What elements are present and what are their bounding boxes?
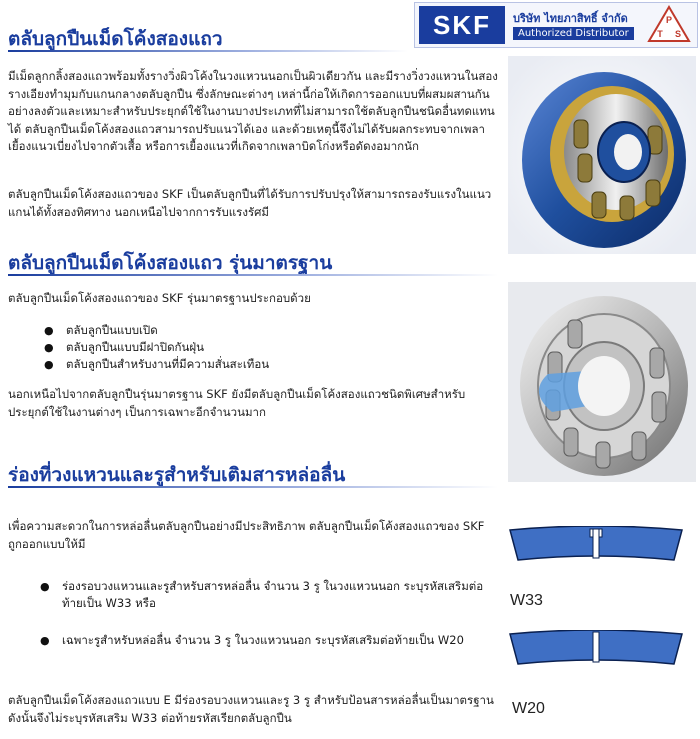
section2-intro: ตลับลูกปืนเม็ดโค้งสองแถวของ SKF รุ่นมาตรฐานประกอบด้วย	[8, 291, 311, 305]
section3-outro: ตลับลูกปืนเม็ดโค้งสองแถวแบบ E มีร่องรอบวงแหวนและรู 3 รู สำหรับป้อนสารหล่อลื่นเป็นมาตรฐาน ดังนั้นจึงไม่ระบุรหัสเสริม W33 ต่อท้ายรหัสเรียกตลับลูกปืน	[8, 693, 494, 725]
list-item: ● ตลับลูกปืนแบบเปิด	[44, 322, 484, 339]
list-item: ● ตลับลูกปืนสำหรับงานที่มีความสั่นสะเทือน	[44, 356, 484, 373]
ring-diagram-w20	[508, 630, 684, 670]
distributor-role: Authorized Distributor	[513, 27, 634, 40]
section1-rule	[8, 50, 408, 52]
label-w20: W20	[512, 700, 545, 717]
section1-paragraph-2: ตลับลูกปืนเม็ดโค้งสองแถวของ SKF เป็นตลับลูกปืนที่ได้รับการปรับปรุงให้สามารถรองรับแรงในแนวแกนได้ทั้งสองทิศทาง นอกเหนือไปจากการรับแรงรัศมี	[8, 187, 492, 219]
section2-bullet-list	[44, 322, 484, 373]
pts-badge-icon	[647, 5, 691, 45]
list-item: ● ตลับลูกปืนแบบมีฝาปิดกันฝุ่น	[44, 339, 484, 356]
section1-paragraph-1: มีเม็ดลูกกลิ้งสองแถวพร้อมทั้งรางวิ่งผิวโค้งในวงแหวนนอกเป็นผิวเดียวกัน และมีรางวิ่งวงแหวนในสองรางเอียงทำมุมกับแกนกลางตลับลูกปืน ซึ่งลักษณะต่างๆ เหล่านี้ก่อให้เกิดการออกแบบที่ผสมผสานกันอย่างลงตัวและเหมาะสำหรับประยุกต์ใช้ในงานบางประเภทที่ไม่สามารถใช้ตลับลูกปืนชนิดอื่นทดแทนได้ ตลับลูกปืนเม็ดโค้งสองแถวสามารถปรับแนวได้เอง และด้วยเหตุนี้จึงไม่ได้รับผลกระทบจากเพลาเยื้องแนวเบี่ยงไปจากตัวเสื้อ หรือการเยื้องแนวที่เกิดจากเพลาบิดโก่งหรือดัดงอมากนัก	[8, 69, 498, 153]
bearing-image-blue	[508, 56, 696, 254]
bearing-image-steel	[508, 282, 696, 482]
distributor-logo	[414, 2, 698, 48]
skf-logo: SKF	[419, 6, 505, 44]
section3-rule	[8, 486, 498, 488]
section1-title: ตลับลูกปืนเม็ดโค้งสองแถว	[8, 28, 223, 50]
label-w33: W33	[510, 592, 543, 609]
badge-letter-p: P	[665, 15, 673, 25]
section3-bullet-1	[40, 578, 492, 612]
section2-outro: นอกเหนือไปจากตลับลูกปืนรุ่นมาตรฐาน SKF ยังมีตลับลูกปืนเม็ดโค้งสองแถวชนิดพิเศษสำหรับประยุกต์ใช้ในงานต่างๆ เป็นการเฉพาะอีกจำนวนมาก	[8, 387, 466, 419]
badge-letter-t: T	[657, 29, 663, 39]
list-item: ● เฉพาะรูสำหรับหล่อลื่น จำนวน 3 รู ในวงแหวนนอก ระบุรหัสเสริมต่อท้ายเป็น W20	[40, 632, 492, 649]
section3-title: ร่องที่วงแหวนและรูสำหรับเติมสารหล่อลื่น	[8, 464, 346, 486]
section2-rule	[8, 274, 498, 276]
list-item: ● ร่องรอบวงแหวนและรูสำหรับสารหล่อลื่น จำนวน 3 รู ในวงแหวนนอก ระบุรหัสเสริมต่อท้ายเป็น W33 หรือ	[40, 578, 492, 612]
section2-title: ตลับลูกปืนเม็ดโค้งสองแถว รุ่นมาตรฐาน	[8, 252, 333, 274]
ring-diagram-w33	[508, 526, 684, 566]
section3-intro: เพื่อความสะดวกในการหล่อลื่นตลับลูกปืนอย่างมีประสิทธิภาพ ตลับลูกปืนเม็ดโค้งสองแถวของ SKF ถูกออกแบบให้มี	[8, 519, 485, 551]
section3-bullet-2	[40, 632, 492, 649]
badge-letter-s: S	[674, 29, 682, 39]
distributor-name: บริษัท ไทยภาสิทธิ์ จำกัด	[513, 12, 628, 25]
